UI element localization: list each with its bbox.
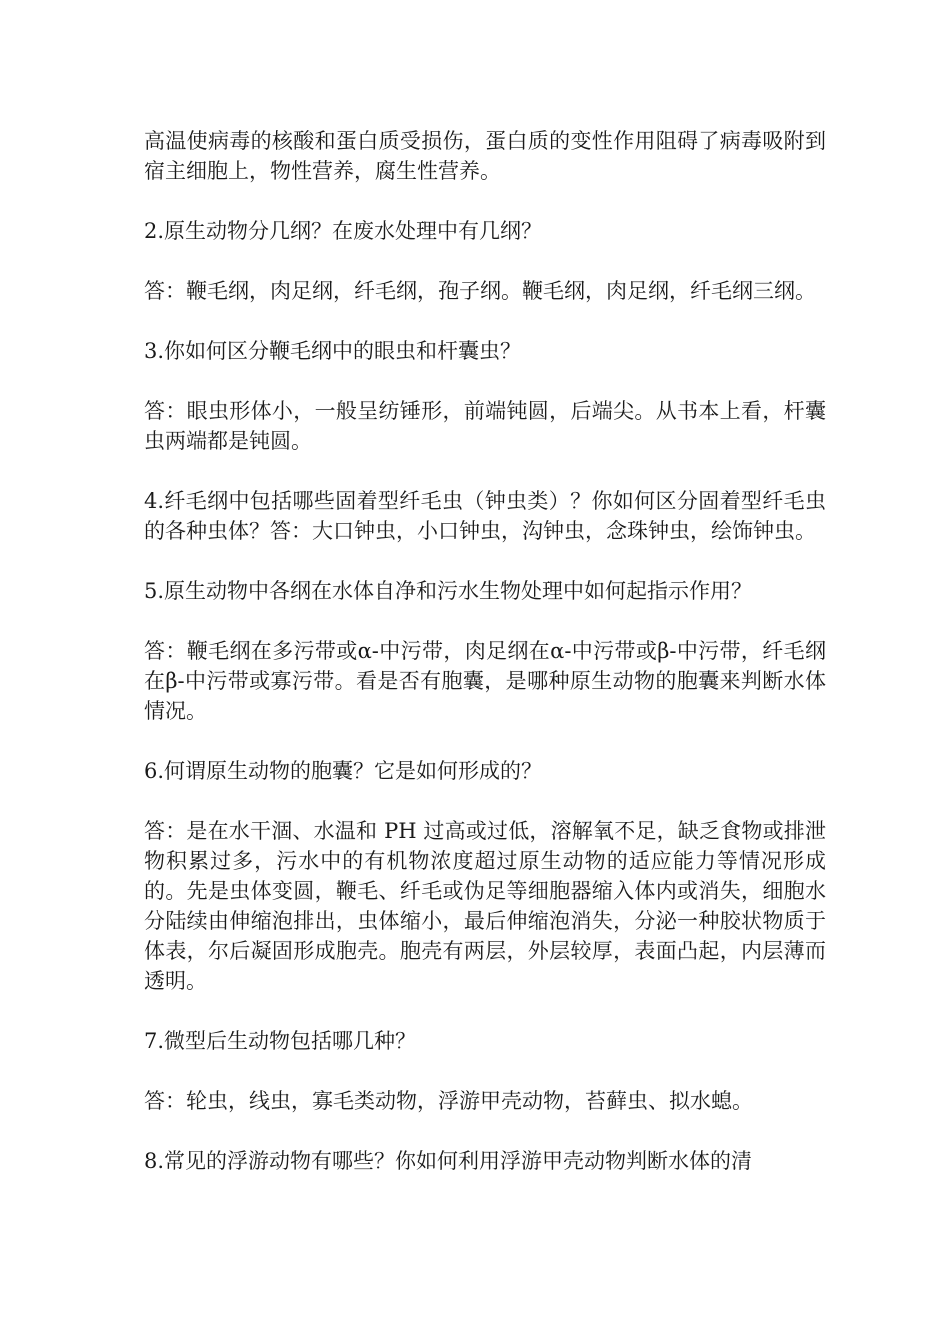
- question-paragraph: 6.何谓原生动物的胞囊？它是如何形成的？: [144, 759, 543, 783]
- document-body: [144, 126, 826, 1206]
- answer-paragraph: 答：是在水干涸、水温和 PH 过高或过低，溶解氧不足，缺乏食物或排泄物积累过多，污水中的有机物浓度超过原生动物的适应能力等情况形成的。先是虫体变圆，鞭毛、纤毛或伪足等细胞器缩入体内或消失，细胞水分陆续由伸缩泡排出，虫体缩小，最后伸缩泡消失，分泌一种胶状物质于体表，尔后凝固形成胞壳。胞壳有两层，外层较厚，表面凸起，内层薄而透明。: [144, 819, 826, 993]
- answer-paragraph: 答：鞭毛纲在多污带或α-中污带，肉足纲在α-中污带或β-中污带，纤毛纲在β-中污带或寡污带。看是否有胞囊，是哪种原生动物的胞囊来判断水体情况。: [144, 639, 826, 723]
- question-paragraph: 3.你如何区分鞭毛纲中的眼虫和杆囊虫？: [144, 339, 522, 363]
- answer-paragraph: 高温使病毒的核酸和蛋白质受损伤，蛋白质的变性作用阻碍了病毒吸附到宿主细胞上，物性营养，腐生性营养。: [144, 129, 826, 183]
- answer-paragraph: 答：轮虫，线虫，寡毛类动物，浮游甲壳动物，苔藓虫、拟水螅。: [144, 1089, 753, 1113]
- question-paragraph: 7.微型后生动物包括哪几种？: [144, 1029, 417, 1053]
- question-paragraph: 4.纤毛纲中包括哪些固着型纤毛虫（钟虫类）？你如何区分固着型纤毛虫的各种虫体？答：大口钟虫，小口钟虫，沟钟虫，念珠钟虫，绘饰钟虫。: [144, 489, 826, 543]
- question-paragraph: 5.原生动物中各纲在水体自净和污水生物处理中如何起指示作用？: [144, 579, 753, 603]
- answer-paragraph: 答：鞭毛纲，肉足纲，纤毛纲，孢子纲。鞭毛纲，肉足纲，纤毛纲三纲。: [144, 279, 816, 303]
- question-paragraph: 8.常见的浮游动物有哪些？你如何利用浮游甲壳动物判断水体的清: [144, 1149, 753, 1173]
- question-paragraph: 2.原生动物分几纲？在废水处理中有几纲？: [144, 219, 543, 243]
- answer-paragraph: 答：眼虫形体小，一般呈纺锤形，前端钝圆，后端尖。从书本上看，杆囊虫两端都是钝圆。: [144, 399, 826, 453]
